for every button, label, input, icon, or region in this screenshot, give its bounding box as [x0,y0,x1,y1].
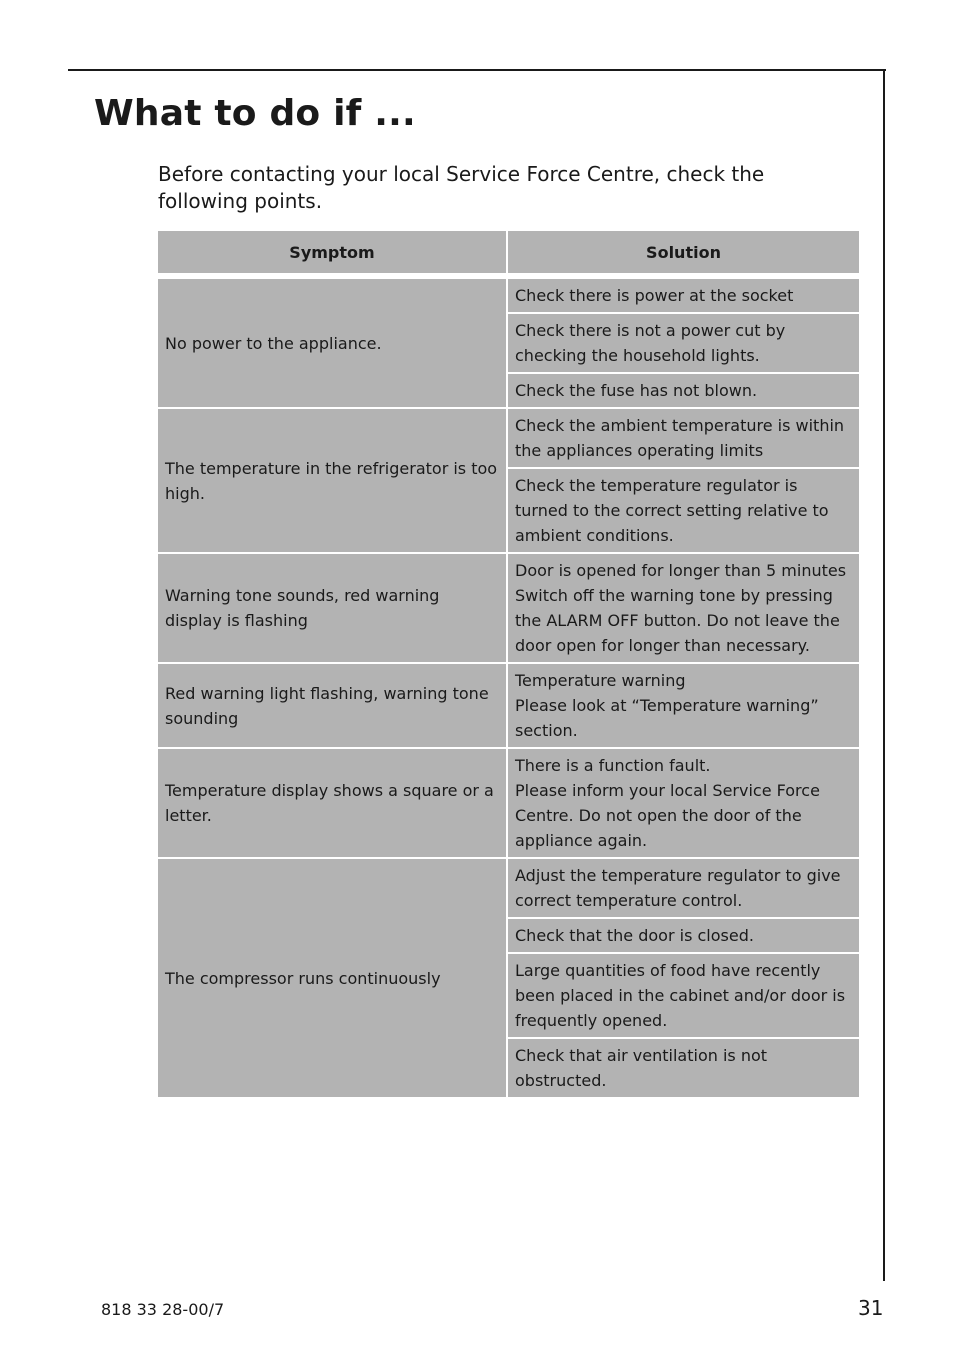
table-row [158,749,859,859]
solution-cell: Check that the door is closed. [508,919,859,954]
table-header-row [158,231,859,279]
intro-text: Before contacting your local Service Force Centre, check the following points. [158,162,765,213]
symptom-cell: Warning tone sounds, red warning display is flashing [158,554,508,664]
symptom-cell: The temperature in the refrigerator is too high. [158,409,508,554]
solution-cell: Large quantities of food have recently been placed in the cabinet and/or door is frequently opened. [508,954,859,1039]
solution-cell: Check there is power at the socket [508,279,859,314]
table-row [158,664,859,749]
symptom-cell: The compressor runs continuously [158,859,508,1099]
symptom-header: Symptom [158,231,508,279]
table-row [158,554,859,664]
table-row [158,279,859,314]
document-code: 818 33 28-00/7 [101,1300,225,1319]
solution-cell: Check the ambient temperature is within the appliances operating limits [508,409,859,469]
solution-cell: Check there is not a power cut by checking the household lights. [508,314,859,374]
table-body [158,279,859,1099]
solution-cell: Check that air ventilation is not obstructed. [508,1039,859,1099]
solution-cell: Check the fuse has not blown. [508,374,859,409]
solution-header: Solution [508,231,859,279]
table-row [158,859,859,919]
top-rule [68,69,886,71]
table-row [158,409,859,469]
symptom-cell: No power to the appliance. [158,279,508,409]
troubleshooting-table [158,231,859,1099]
page-title: What to do if ... [94,93,416,134]
solution-cell: Check the temperature regulator is turned to the correct setting relative to ambient conditions. [508,469,859,554]
solution-cell: Temperature warning Please look at “Temperature warning” section. [508,664,859,749]
right-rule [883,69,885,1281]
symptom-cell: Red warning light flashing, warning tone sounding [158,664,508,749]
page-number: 31 [858,1296,884,1320]
symptom-cell: Temperature display shows a square or a letter. [158,749,508,859]
solution-cell: There is a function fault. Please inform your local Service Force Centre. Do not open the door of the appliance again. [508,749,859,859]
solution-cell: Door is opened for longer than 5 minutes Switch off the warning tone by pressing the ALARM OFF button. Do not leave the door open for longer than necessary. [508,554,859,664]
solution-cell: Adjust the temperature regulator to give correct temperature control. [508,859,859,919]
